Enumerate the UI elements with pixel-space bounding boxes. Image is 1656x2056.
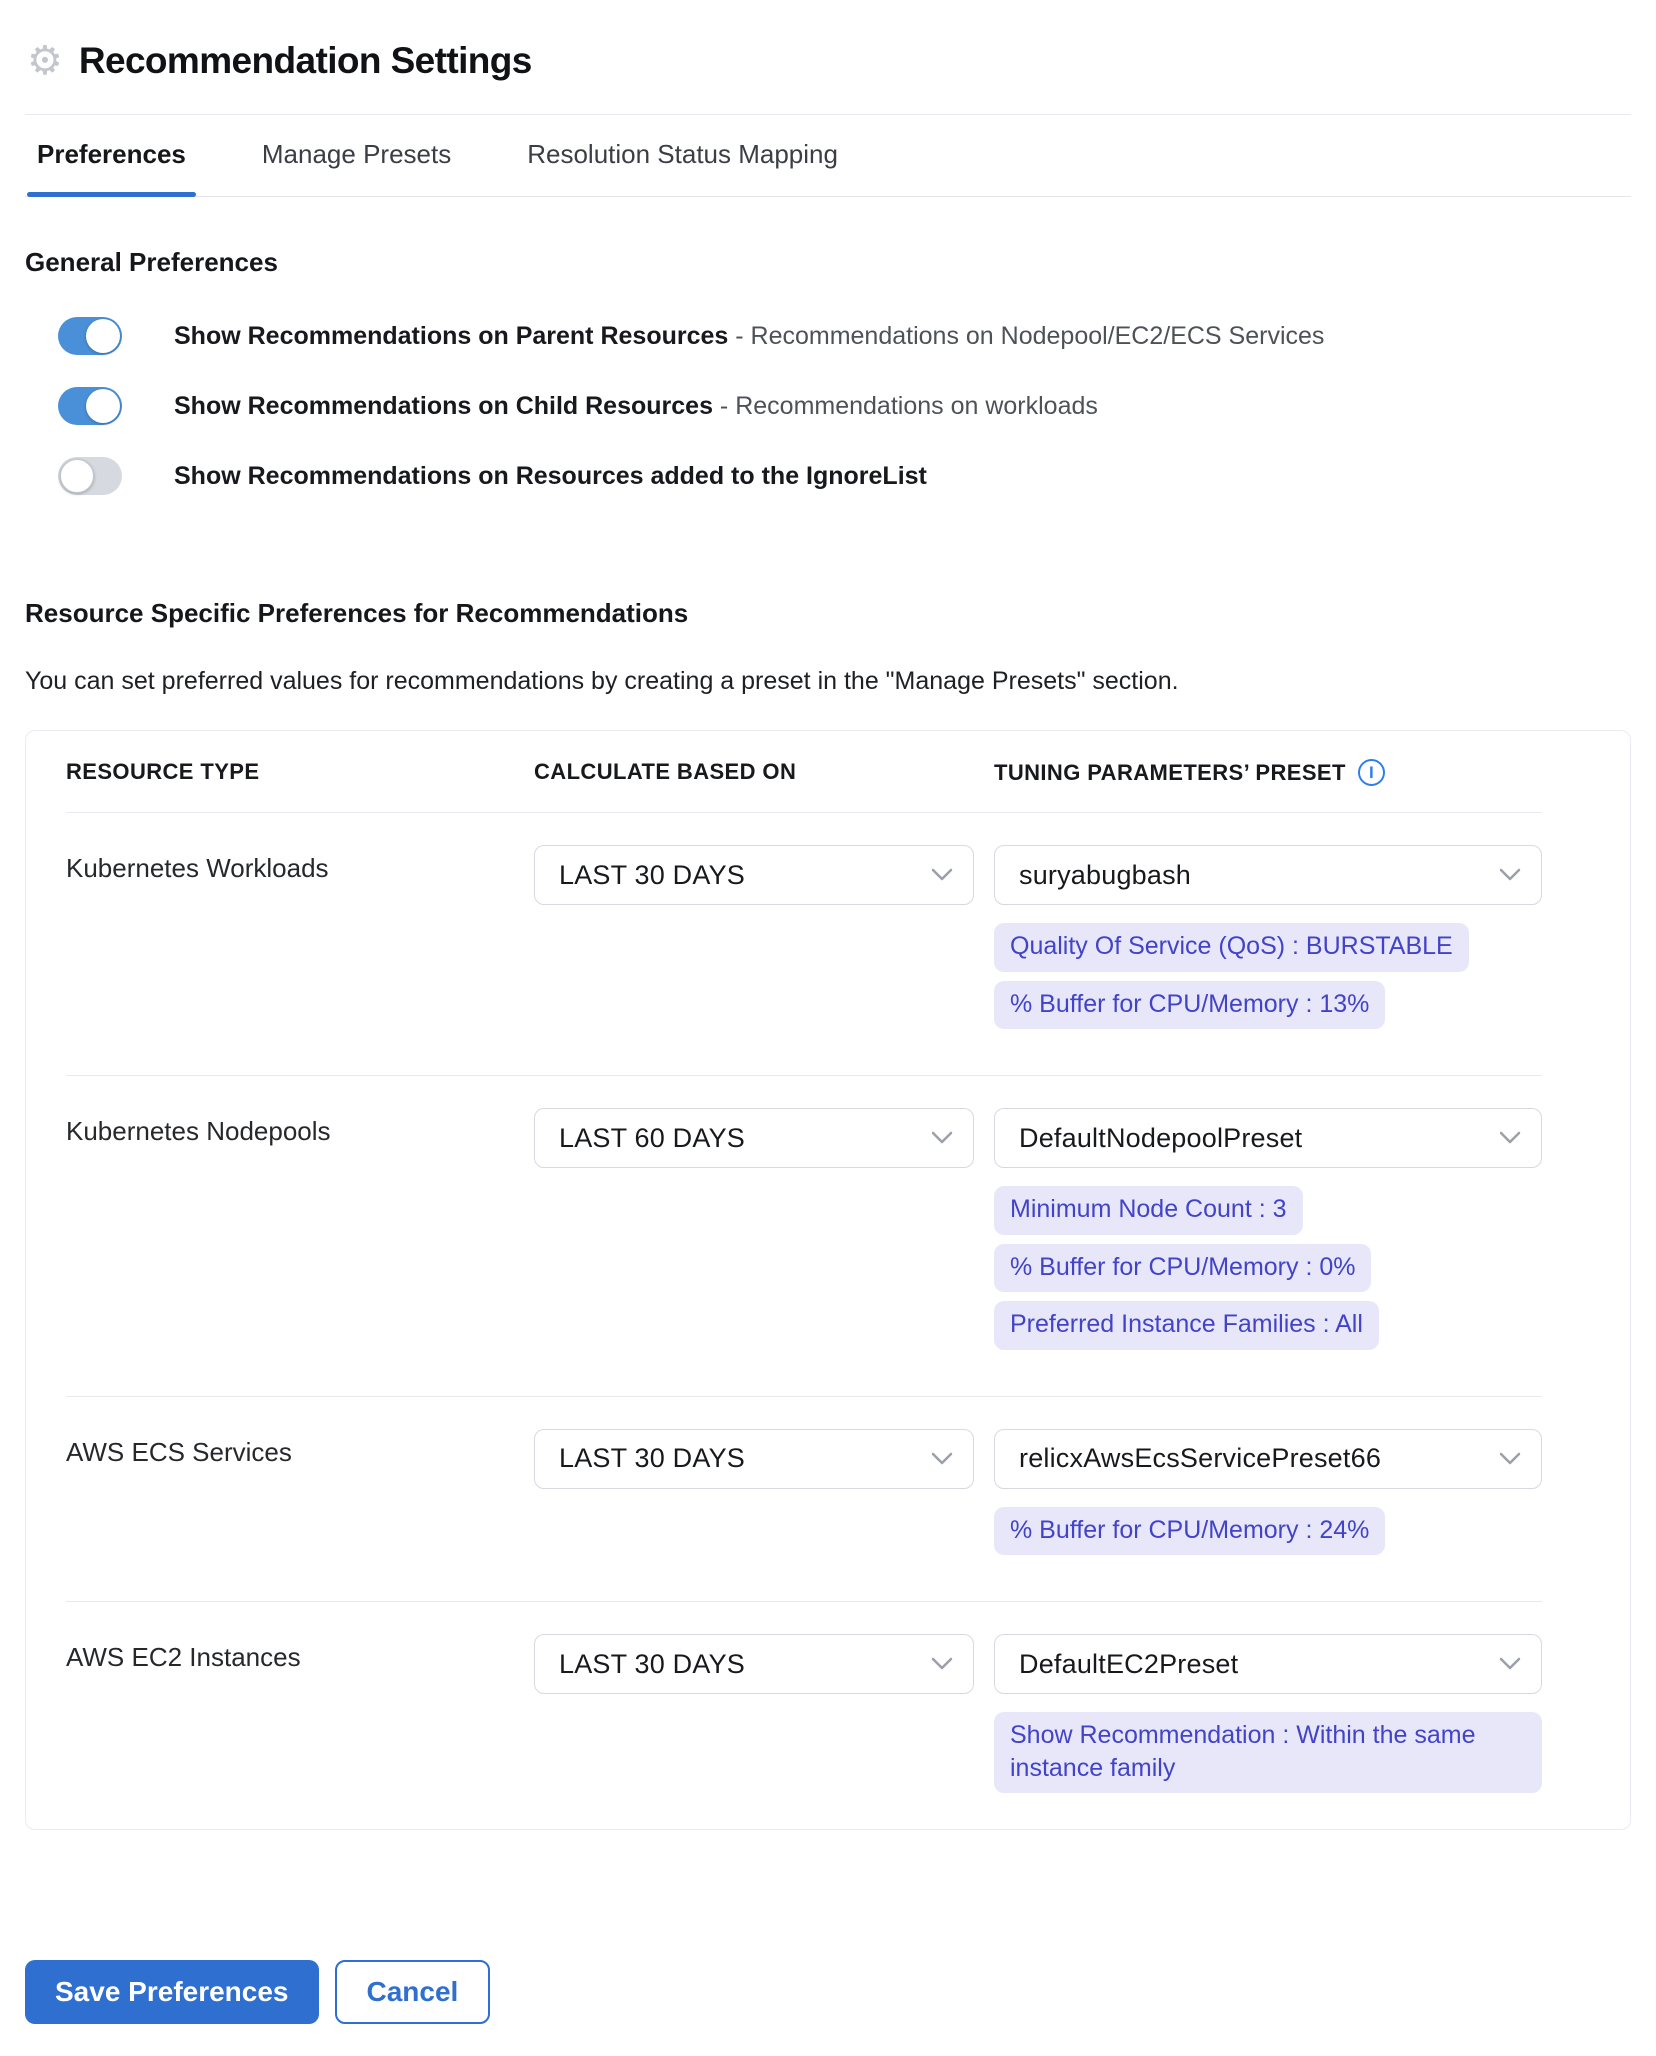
column-header-tuning-preset-label: TUNING PARAMETERS’ PRESET (994, 759, 1346, 785)
chevron-down-icon (931, 1452, 953, 1466)
preset-parameter-chip: Preferred Instance Families : All (994, 1301, 1379, 1350)
toggle-parent-resources[interactable] (58, 317, 122, 355)
gear-icon: ⚙ (27, 39, 63, 83)
chevron-down-icon (1499, 1131, 1521, 1145)
tuning-preset-select[interactable] (994, 1108, 1542, 1168)
toggle-text (174, 320, 1324, 353)
calculate-cell (534, 1634, 994, 1694)
toggle-row-parent-resources (25, 316, 1631, 356)
toggle-child-resources[interactable] (58, 387, 122, 425)
toggle-description: - Recommendations on Nodepool/EC2/ECS Services (728, 321, 1325, 350)
resource-preferences-description: You can set preferred values for recommendations by creating a preset in the "Manage Presets" section. (25, 667, 1179, 695)
page-title: Recommendation Settings (78, 40, 532, 81)
selected-value: relicxAwsEcsServicePreset66 (1019, 1443, 1382, 1473)
preset-parameter-chips (994, 1186, 1542, 1350)
table-row-aws-ec2-instances (66, 1602, 1542, 1793)
toggle-list (25, 316, 1631, 496)
tab-manage-presets[interactable]: Manage Presets (261, 139, 452, 169)
save-preferences-button[interactable]: Save Preferences (25, 1960, 319, 2024)
table-row-aws-ecs-services (66, 1397, 1542, 1603)
selected-value: LAST 60 DAYS (559, 1122, 745, 1153)
calculate-cell (534, 845, 994, 905)
chevron-down-icon (931, 868, 953, 882)
toggle-label: Show Recommendations on Parent Resources (174, 321, 729, 350)
column-header-tuning-preset (994, 759, 1542, 786)
preset-parameter-chips (994, 1712, 1542, 1793)
preset-parameter-chips (994, 1507, 1542, 1556)
chevron-down-icon (1499, 1452, 1521, 1466)
tab-resolution-status-mapping[interactable]: Resolution Status Mapping (527, 139, 838, 169)
column-header-resource-type: RESOURCE TYPE (66, 759, 260, 784)
chevron-down-icon (931, 1657, 953, 1671)
preset-parameter-chip: Quality Of Service (QoS) : BURSTABLE (994, 923, 1469, 972)
resource-preferences-heading: Resource Specific Preferences for Recommendations (25, 598, 689, 628)
table-row-kubernetes-workloads (66, 813, 1542, 1076)
resource-type-label: Kubernetes Workloads (66, 853, 329, 883)
page-header (25, 0, 1631, 82)
calculate-based-on-select[interactable] (534, 1429, 974, 1489)
chevron-down-icon (931, 1131, 953, 1145)
general-preferences-heading: General Preferences (25, 247, 278, 277)
footer-actions (25, 1960, 1631, 2056)
preset-cell (994, 1634, 1542, 1793)
calculate-cell (534, 1108, 994, 1168)
toggle-knob (60, 459, 94, 493)
table-header-row (66, 745, 1542, 813)
calculate-based-on-select[interactable] (534, 1108, 974, 1168)
tuning-preset-select[interactable] (994, 1634, 1542, 1694)
preset-parameter-chip: % Buffer for CPU/Memory : 24% (994, 1507, 1385, 1556)
calculate-cell (534, 1429, 994, 1489)
preset-parameter-chip: Show Recommendation : Within the same instance family (994, 1712, 1542, 1793)
resource-type-label: Kubernetes Nodepools (66, 1116, 331, 1146)
preset-parameter-chips (994, 923, 1542, 1029)
resource-type-label: AWS EC2 Instances (66, 1642, 301, 1672)
preset-cell (994, 1429, 1542, 1556)
preset-parameter-chip: % Buffer for CPU/Memory : 13% (994, 981, 1385, 1030)
tab-bar (25, 115, 1631, 197)
selected-value: suryabugbash (1019, 859, 1192, 890)
selected-value: DefaultNodepoolPreset (1019, 1122, 1303, 1153)
toggle-text (174, 460, 927, 493)
toggle-description: - Recommendations on workloads (712, 391, 1098, 420)
tuning-preset-select[interactable] (994, 1429, 1542, 1489)
toggle-row-child-resources (25, 386, 1631, 426)
selected-value: LAST 30 DAYS (559, 1443, 745, 1473)
resource-preferences-table (25, 730, 1631, 1830)
tab-preferences[interactable]: Preferences (27, 115, 196, 196)
resource-type-label: AWS ECS Services (66, 1436, 292, 1467)
cancel-button[interactable]: Cancel (335, 1960, 491, 2024)
toggle-ignorelist-resources[interactable] (58, 457, 122, 495)
toggle-row-ignorelist-resources (25, 456, 1631, 496)
toggle-label: Show Recommendations on Child Resources (174, 391, 713, 420)
toggle-label: Show Recommendations on Resources added to the IgnoreList (174, 461, 927, 490)
chevron-down-icon (1499, 1657, 1521, 1671)
preset-parameter-chip: Minimum Node Count : 3 (994, 1186, 1303, 1235)
chevron-down-icon (1499, 868, 1521, 882)
toggle-text (174, 390, 1098, 423)
toggle-knob (86, 389, 120, 423)
calculate-based-on-select[interactable] (534, 845, 974, 905)
selected-value: LAST 30 DAYS (559, 1648, 745, 1679)
table-row-kubernetes-nodepools (66, 1076, 1542, 1397)
preset-cell (994, 1108, 1542, 1350)
column-header-calculate-based-on: CALCULATE BASED ON (534, 759, 797, 784)
calculate-based-on-select[interactable] (534, 1634, 974, 1694)
selected-value: DefaultEC2Preset (1019, 1648, 1239, 1679)
toggle-knob (86, 319, 120, 353)
selected-value: LAST 30 DAYS (559, 859, 745, 890)
info-icon[interactable]: I (1358, 759, 1385, 786)
preset-parameter-chip: % Buffer for CPU/Memory : 0% (994, 1244, 1371, 1293)
preset-cell (994, 845, 1542, 1029)
tuning-preset-select[interactable] (994, 845, 1542, 905)
